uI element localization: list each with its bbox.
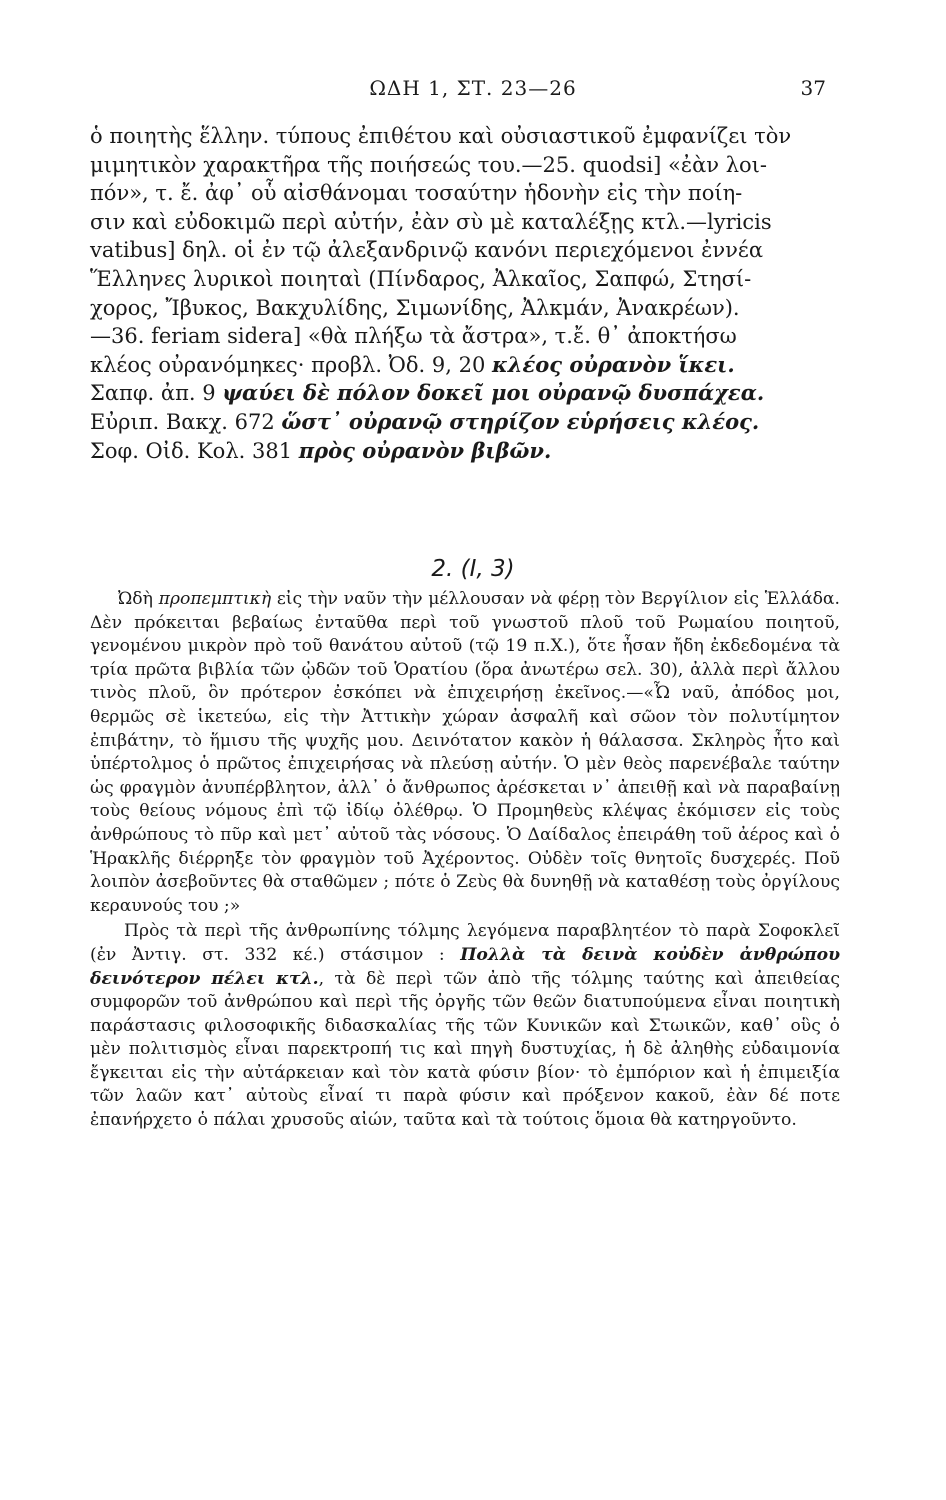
commentary-line: Ἕλληνες λυρικοὶ ποιηταὶ (Πίνδαρος, Ἀλκαῖος, Σαπφώ, Στησί- (90, 266, 752, 291)
second-paragraph (90, 920, 840, 1132)
commentary-line: ὁ ποιητὴς ἕλλην. τύπους ἐπιθέτου καὶ οὐσιαστικοῦ ἐμφανίζει τὸν (90, 124, 792, 148)
section-heading: 2. (I, 3) (431, 556, 515, 582)
sophocles-quote: Πολλὰ τὰ δεινὰ κοὐδὲν ἀνθρώπου δεινότερον πέλει κτλ. (90, 944, 840, 989)
citation-text: Σαπφ. ἀπ. 9 (90, 381, 216, 406)
second-text-after: , τὰ δὲ περὶ τῶν ἀπὸ τῆς τόλμης ταύτης καὶ ἀπειθείας συμφορῶν τοῦ ἀνθρώπου καὶ περὶ τῆς ὀργῆς τῶν θεῶν διατυπούμενα εἶναι ποιητικὴ παράστασις φιλοσοφικῆς διδασκαλίας τῆς τῶν Κυνικῶν καὶ Στωικῶν, καθ᾽ οὓς ὁ μὲν πολιτισμὸς εἶναι παρεκτροπή τις καὶ πηγὴ δυστυχίας, ἡ δὲ ἀληθὴς εὐδαιμονία ἔγκειται εἰς τὴν αὐτάρκειαν καὶ τὸν κατὰ φύσιν βίον· τὸ ἐμπόριον καὶ ἡ ἐπιμειξία τῶν λαῶν κατ᾽ αὐτοὺς εἶναί τι παρὰ φύσιν καὶ πρόξενον κακοῦ, ἐὰν δέ ποτε ἐπανήρχετο ὁ πάλαι χρυσοῦς αἰών, ταῦτα καὶ τὰ τούτοις ὅμοια θὰ κατηργοῦντο. (90, 968, 840, 1131)
page-header (0, 76, 946, 110)
intro-paragraph (90, 588, 840, 918)
intro-emphasis: προπεμπτικὴ (158, 589, 272, 609)
quote-euripides: ὥστ᾽ οὐρανῷ στηρίζον εὑρήσεις κλέος. (281, 408, 760, 434)
commentary-line (90, 408, 840, 437)
commentary-line: σιν καὶ εὐδοκιμῶ περὶ αὐτήν, ἐὰν σὺ μὲ καταλέξῃς κτλ.—lyricis (90, 209, 772, 234)
second-text-before: Πρὸς τὰ περὶ τῆς ἀνθρωπίνης τόλμης λεγόμενα παραβλητέον τὸ παρὰ Σοφοκλεῖ (ἐν Ἀντιγ. στ. 332 κέ.) στάσιμον : (90, 921, 840, 965)
commentary-line (90, 351, 840, 380)
citation-text: κλέος οὐρανόμηκες· προβλ. Ὀδ. 9, 20 (90, 352, 486, 377)
running-head: ΩΔΗ 1, ΣΤ. 23—26 (369, 76, 577, 100)
intro-text: εἰς τὴν ναῦν τὴν μέλλουσαν νὰ φέρῃ τὸν Βεργίλιον εἰς Ἑλλάδα. Δὲν πρόκειται βεβαίως ἐνταῦθα περὶ τοῦ γνωστοῦ πλοῦ τοῦ Ρωμαίου ποιητοῦ, γενομένου μικρὸν πρὸ τοῦ θανάτου αὐτοῦ (τῷ 19 π.Χ.), ὅτε ἦσαν ἤδη ἐκδεδομένα τὰ τρία πρῶτα βιβλία τῶν ᾠδῶν τοῦ Ὁρατίου (ὅρα ἀνωτέρω σελ. 30), ἀλλὰ περὶ ἄλλου τινὸς πλοῦ, ὃν πρότερον ἐσκόπει νὰ ἐπιχειρήσῃ ἐκεῖνος.—«Ὦ ναῦ, ἀπόδος μοι, θερμῶς σὲ ἱκετεύω, εἰς τὴν Ἀττικὴν χώραν ἀσφαλῆ καὶ σῶον τὸν πολυτίμητον ἐπιβάτην, τὸ ἥμισυ τῆς ψυχῆς μου. Δεινότατον κακὸν ἡ θάλασσα. Σκληρὸς ἦτο καὶ ὑπέρτολμος ὁ πρῶτος ἐπιχειρήσας νὰ πλεύσῃ αὐτήν. Ὁ μὲν θεὸς παρενέβαλε ταύτην ὡς φραγμὸν ἀνυπέρβλητον, ἀλλ᾽ ὁ ἄνθρωπος ἀρέσκεται ν᾽ ἀπειθῇ καὶ νὰ παραβαίνῃ τοὺς θείους νόμους ἐπὶ τῷ ἰδίῳ ὀλέθρῳ. Ὁ Προμηθεὺς κλέψας ἐκόμισεν εἰς τοὺς ἀνθρώπους τὸ πῦρ καὶ μετ᾽ αὐτοῦ τὰς νόσους. Ὁ Δαίδαλος ἐπειράθη τοῦ ἀέρος καὶ ὁ Ἡρακλῆς διέρρηξε τὸν φραγμὸν τοῦ Ἀχέροντος. Οὐδὲν τοῖς θνητοῖς δυσχερές. Ποῦ λοιπὸν ἀσεβοῦντες θὰ σταθῶμεν ; πότε ὁ Ζεὺς θὰ δυνηθῇ νὰ καταθέσῃ τοὺς ὀργίλους κεραυνούς του ;» (90, 589, 840, 916)
intro-lead: Ὠδὴ (118, 589, 153, 609)
page-number: 37 (800, 76, 826, 100)
quote-sappho: ψαύει δὲ πόλον δοκεῖ μοι οὐρανῷ δυσπάχεα. (222, 380, 765, 406)
introduction-block (90, 588, 840, 1133)
commentary-line: μιμητικὸν χαρακτῆρα τῆς ποιήσεώς του.—25. quodsi] «ἐὰν λοι- (90, 152, 768, 177)
commentary-line (90, 379, 840, 408)
commentary-block (90, 122, 840, 465)
commentary-line: vatibus] δηλ. οἱ ἐν τῷ ἀλεξανδρινῷ κανόνι περιεχόμενοι ἐννέα (90, 238, 763, 263)
commentary-line: χορος, Ἴβυκος, Βακχυλίδης, Σιμωνίδης, Ἀλκμάν, Ἀνακρέων). (90, 295, 740, 320)
citation-text: Σοφ. Οἰδ. Κολ. 381 (90, 438, 293, 463)
commentary-line: —36. feriam sidera] «θὰ πλήξω τὰ ἄστρα», τ.ἔ. θ᾽ ἀποκτήσω (90, 324, 737, 349)
quote-sophocles: πρὸς οὐρανὸν βιβῶν. (298, 437, 552, 463)
commentary-line: πόν», τ. ἔ. ἀφ᾽ οὗ αἰσθάνομαι τοσαύτην ἡδονὴν εἰς τὴν ποίη- (90, 181, 743, 206)
commentary-line (90, 437, 840, 466)
quote-odyssey: κλέος οὐρανὸν ἵκει. (492, 351, 735, 377)
citation-text: Εὐριπ. Βακχ. 672 (90, 409, 275, 434)
